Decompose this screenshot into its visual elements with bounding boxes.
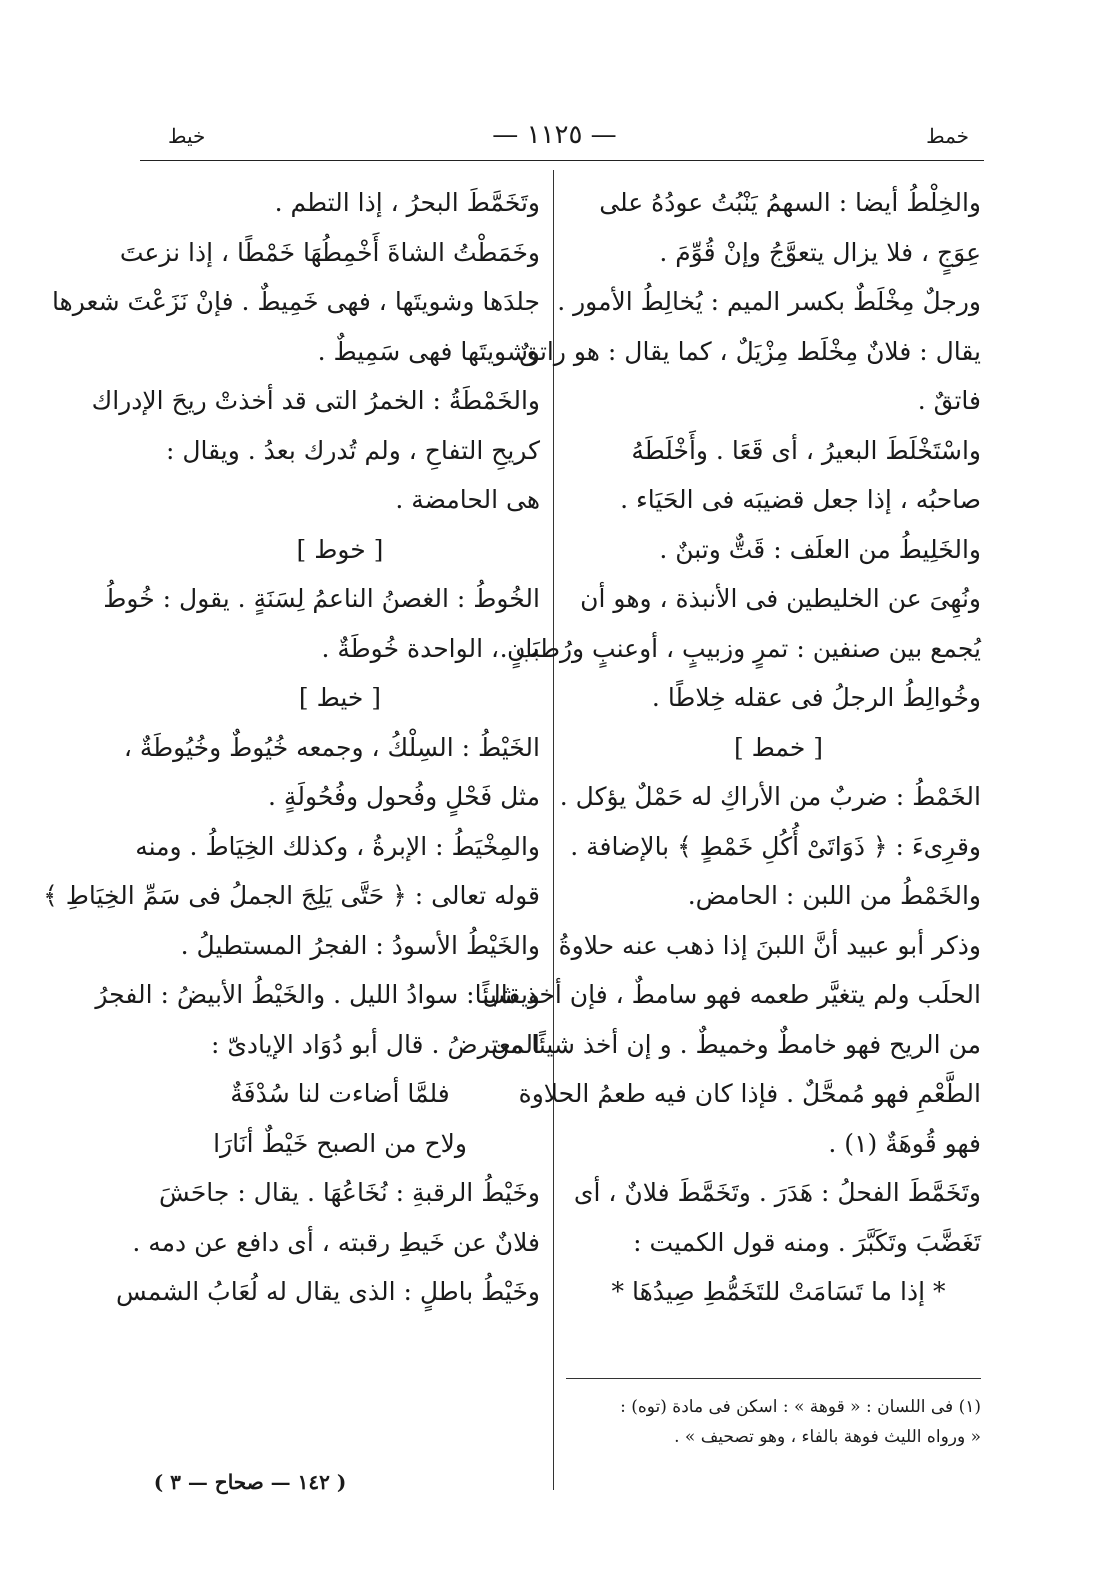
text-line: ورجلٌ مِخْلَطٌ بكسر الميم : يُخالِطُ الأمور .: [557, 287, 981, 316]
text-line: والخَيْطُ الأسودُ : الفجرُ المستطيلُ .: [180, 930, 540, 960]
text-line: الخَمْطُ : ضربٌ من الأراكِ له حَمْلٌ يؤكل .: [559, 782, 981, 811]
footnote: [566, 1392, 981, 1452]
text-line: كريحِ التفاحِ ، ولم تُدرك بعدُ . ويقال :: [166, 435, 540, 465]
text-line: وخَيْطُ الرقبةِ : نُخَاعُهَا . يقال : جاحَشَ: [158, 1178, 540, 1207]
verse-line: فلمَّا أضاءت لنا سُدْفَةٌ: [230, 1079, 450, 1108]
text-line: ويقال : سوادُ الليل . والخَيْطُ الأبيضُ : الفجرُ: [95, 980, 540, 1009]
footnote-rule: [566, 1378, 981, 1379]
text-line: فلانٌ عن خَيطِ رقبته ، أى دافع عن دمه .: [132, 1227, 540, 1257]
section-heading-khamt: [ خمط ]: [733, 732, 824, 762]
text-line: عِوَجٍ ، فلا يزال يتعوَّجُ وإنْ قُوِّمَ .: [659, 237, 981, 267]
text-line: واسْتَخْلَطَ البعيرُ ، أى قَعَا . وأَخْلَطَهُ: [631, 435, 981, 465]
text-line: يقال : فلانٌ مِخْلَط مِزْيَلٌ ، كما يقال : هو راتقٌ: [519, 336, 981, 366]
text-line: الطَّعْمِ فهو مُمحَّلٌ . فإذا كان فيه طعمُ الحلاوة: [518, 1079, 981, 1108]
text-line: وتَخَمَّطَ الفحلُ : هَدَرَ . وتَخَمَّطَ فلانٌ ، أى: [573, 1178, 981, 1207]
text-line: ونُهِىَ عن الخليطين فى الأنبذة ، وهو أن: [580, 584, 981, 613]
left-column: [43, 178, 540, 1317]
text-line: المعترضُ . قال أبو دُوَاد الإيادىّ :: [210, 1029, 540, 1059]
text-line: والخَمْطَةُ : الخمرُ التى قد أخذتْ ريحَ الإدراك: [91, 386, 540, 415]
text-line: وذكر أبو عبيد أنَّ اللبنَ إذا ذهب عنه حلاوةُ: [558, 930, 981, 960]
text-line: وتَخَمَّطَ البحرُ ، إذا التطم .: [274, 188, 540, 217]
text-line: يُجمع بين صنفين : تمرٍ وزبيبٍ ، أوعنبٍ ورُطب .: [499, 633, 981, 663]
text-line: وخَيْطُ باطلٍ : الذى يقال له لُعَابُ الشمس: [116, 1277, 540, 1306]
text-line: قوله تعالى : ﴿ حَتَّى يَلِجَ الجملُ فى سَمِّ الخِيَاطِ ﴾: [43, 881, 540, 910]
text-line: مثل فَحْلٍ وفُحول وفُحُولَةٍ .: [268, 782, 540, 811]
text-line: تَغَضَّبَ وتَكَبَّرَ . ومنه قول الكميت :: [633, 1227, 981, 1257]
footnote-line: « ورواه الليث فوهة بالفاء ، وهو تصحيف » .: [674, 1427, 981, 1447]
text-line: وخُوالِطُ الرجلُ فى عقله خِلاطًا .: [651, 683, 981, 712]
text-line: الخُوطُ : الغصنُ الناعمُ لِسَنَةٍ . يقول : خُوطُ: [103, 584, 540, 613]
right-column: [474, 178, 981, 1317]
verse-line: ولاح من الصبح خَيْطٌ أنَارَا: [213, 1128, 467, 1158]
text-line: جلدَها وشويتَها ، فهى خَمِيطٌ . فإنْ نَزَعْتَ شعرها: [51, 287, 540, 316]
text-line: والخَلِيطُ من العلَف : قَتٌّ وتبنٌ .: [659, 534, 981, 564]
verse-line: * إذا ما تَسَامَتْ للتَخَمُّطِ صِيدُهَا *: [611, 1277, 946, 1306]
section-heading-khayt: [ خيط ]: [298, 683, 382, 712]
page-number: — ١١٢٥ —: [492, 120, 617, 150]
header-rule: [140, 160, 984, 161]
text-line: بَانٍ ، الواحدة خُوطَةٌ .: [321, 633, 540, 663]
text-line: صاحبُه ، إذا جعل قضيبَه فى الحَيَاء .: [620, 485, 981, 514]
text-line: والمِخْيَطُ : الإبرةُ ، وكذلك الخِيَاطُ . ومنه: [135, 831, 540, 861]
text-line: هى الحامضة .: [395, 485, 540, 514]
text-line: الخَيْطُ : السِلْكُ ، وجمعه خُيُوطٌ وخُيُوطَةٌ ،: [123, 732, 540, 762]
section-heading-khawt: [ خوط ]: [296, 534, 384, 564]
text-line: فهو قُوهَةٌ (١) .: [828, 1128, 981, 1158]
text-line: وخَمَطْتُ الشاةَ أَخْمِطُهَا خَمْطًا ، إذا نزعتَ: [119, 237, 540, 267]
signature-mark: ( ١٤٢ — صحاح — ٣ ): [153, 1470, 347, 1494]
text-line: وشويتَها فهى سَمِيطٌ .: [317, 336, 540, 366]
text-line: والخِلْطُ أيضا : السهمُ يَنْبُتُ عودُهُ على: [599, 188, 981, 217]
footnote-line: (١) فى اللسان : « قوهة » : اسكن فى مادة (توه) :: [620, 1397, 981, 1417]
text-line: الحلَب ولم يتغيَّر طعمه فهو سامطٌ ، فإن أخذ شيئًا: [474, 980, 981, 1009]
text-line: من الريح فهو خامطٌ وخميطٌ . و إن أخذ شيئًا من: [490, 1029, 981, 1059]
header-keyword-left: خيط: [168, 124, 206, 148]
text-line: فاتقٌ .: [917, 386, 981, 415]
text-line: وقرِىءَ : ﴿ ذَوَاتَىْ أُكُلِ خَمْطٍ ﴾ بالإضافة .: [570, 831, 981, 861]
header-keyword-right: خمط: [926, 124, 969, 148]
text-line: والخَمْطُ من اللبن : الحامض.: [687, 881, 981, 910]
